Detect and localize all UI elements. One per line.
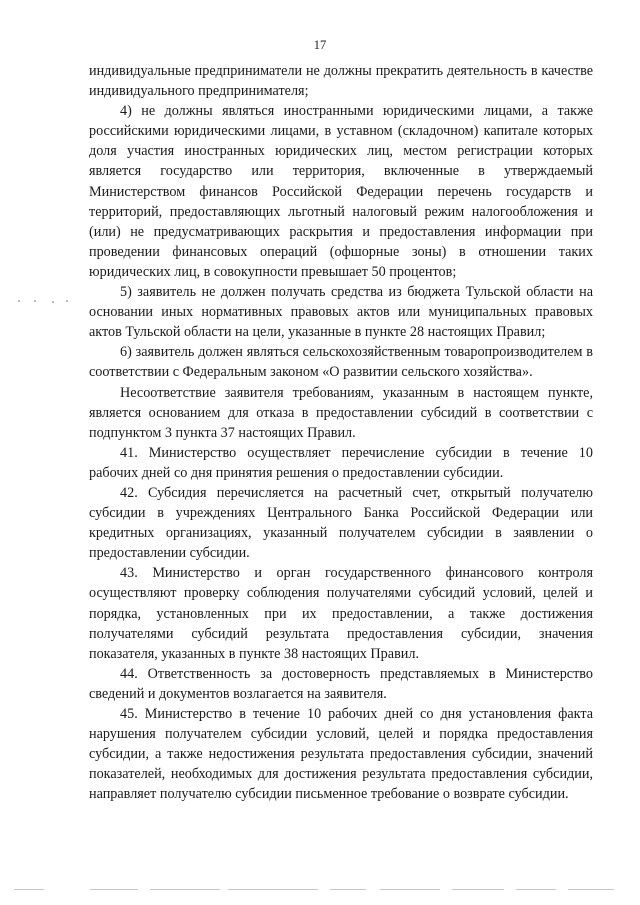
scan-artifact [66, 300, 68, 302]
scan-artifact [18, 300, 20, 302]
scan-artifact [34, 300, 36, 302]
scan-artifact [568, 889, 614, 890]
page-number: 17 [313, 38, 327, 52]
scan-artifact [516, 889, 556, 890]
paragraph: 42. Субсидия перечисляется на расчетный счет, открытый получателю субсидии в учреждениях Центрального Банка Российской Федерации или кредитных организациях, указанный получателем субсидии в заявлении о предоставлении субсидии. [89, 484, 593, 562]
paragraph: 5) заявитель не должен получать средства из бюджета Тульской области на основании иных нормативных правовых актов или муниципальных правовых актов Тульской области на цели, указанные в пункте 28 настоящих Правил; [89, 284, 593, 341]
document-body [89, 61, 593, 804]
paragraph: индивидуальные предприниматели не должны прекратить деятельность в качестве индивидуального предпринимателя; [89, 63, 593, 100]
paragraph: Несоответствие заявителя требованиям, указанным в настоящем пункте, является основанием для отказа в предоставлении субсидий в соответствии с подпунктом 3 пункта 37 настоящих Правил. [89, 384, 593, 441]
scan-artifact [52, 301, 54, 303]
scan-artifact [452, 889, 504, 890]
scan-artifact [14, 889, 44, 890]
scan-artifact [150, 889, 220, 890]
scan-artifact [380, 889, 440, 890]
scan-artifact [90, 889, 138, 890]
paragraph: 4) не должны являться иностранными юридическими лицами, а также российскими юридическими лицами, в уставном (складочном) капитале которых доля участия иностранных юридических лиц, местом регистрации которых является государство или территория, включенные в утверждаемый Министерством финансов Российской Федерации перечень государств и территорий, предоставляющих льготный налоговый режим налогообложения и (или) не предусматривающих раскрытия и предоставления информации при проведении финансовых операций (офшорные зоны) в отношении таких юридических лиц, в совокупности превышает 50 процентов; [89, 103, 593, 280]
scan-artifact [228, 889, 318, 890]
paragraph: 41. Министерство осуществляет перечисление субсидии в течение 10 рабочих дней со дня принятия решения о предоставлении субсидии. [89, 444, 593, 481]
paragraph: 44. Ответственность за достоверность представляемых в Министерство сведений и документов возлагается на заявителя. [89, 665, 593, 702]
paragraph: 45. Министерство в течение 10 рабочих дней со дня установления факта нарушения получателем субсидии условий, целей и порядка предоставления субсидии, а также недостижения результата предоставления субсидии, значений показателей, необходимых для достижения результата предоставления субсидии, направляет получателю субсидии письменное требование о возврате субсидии. [89, 706, 593, 803]
paragraph: 43. Министерство и орган государственного финансового контроля осуществляют проверку соблюдения получателями субсидий условий, целей и порядка, установленных при их предоставлении, а также достижения получателями субсидий результата предоставления субсидии, значения показателя, указанных в пункте 38 настоящих Правил. [89, 565, 593, 662]
scan-artifact [330, 889, 366, 890]
paragraph: 6) заявитель должен являться сельскохозяйственным товаропроизводителем в соответствии с Федеральным законом «О развитии сельского хозяйства». [89, 344, 593, 381]
